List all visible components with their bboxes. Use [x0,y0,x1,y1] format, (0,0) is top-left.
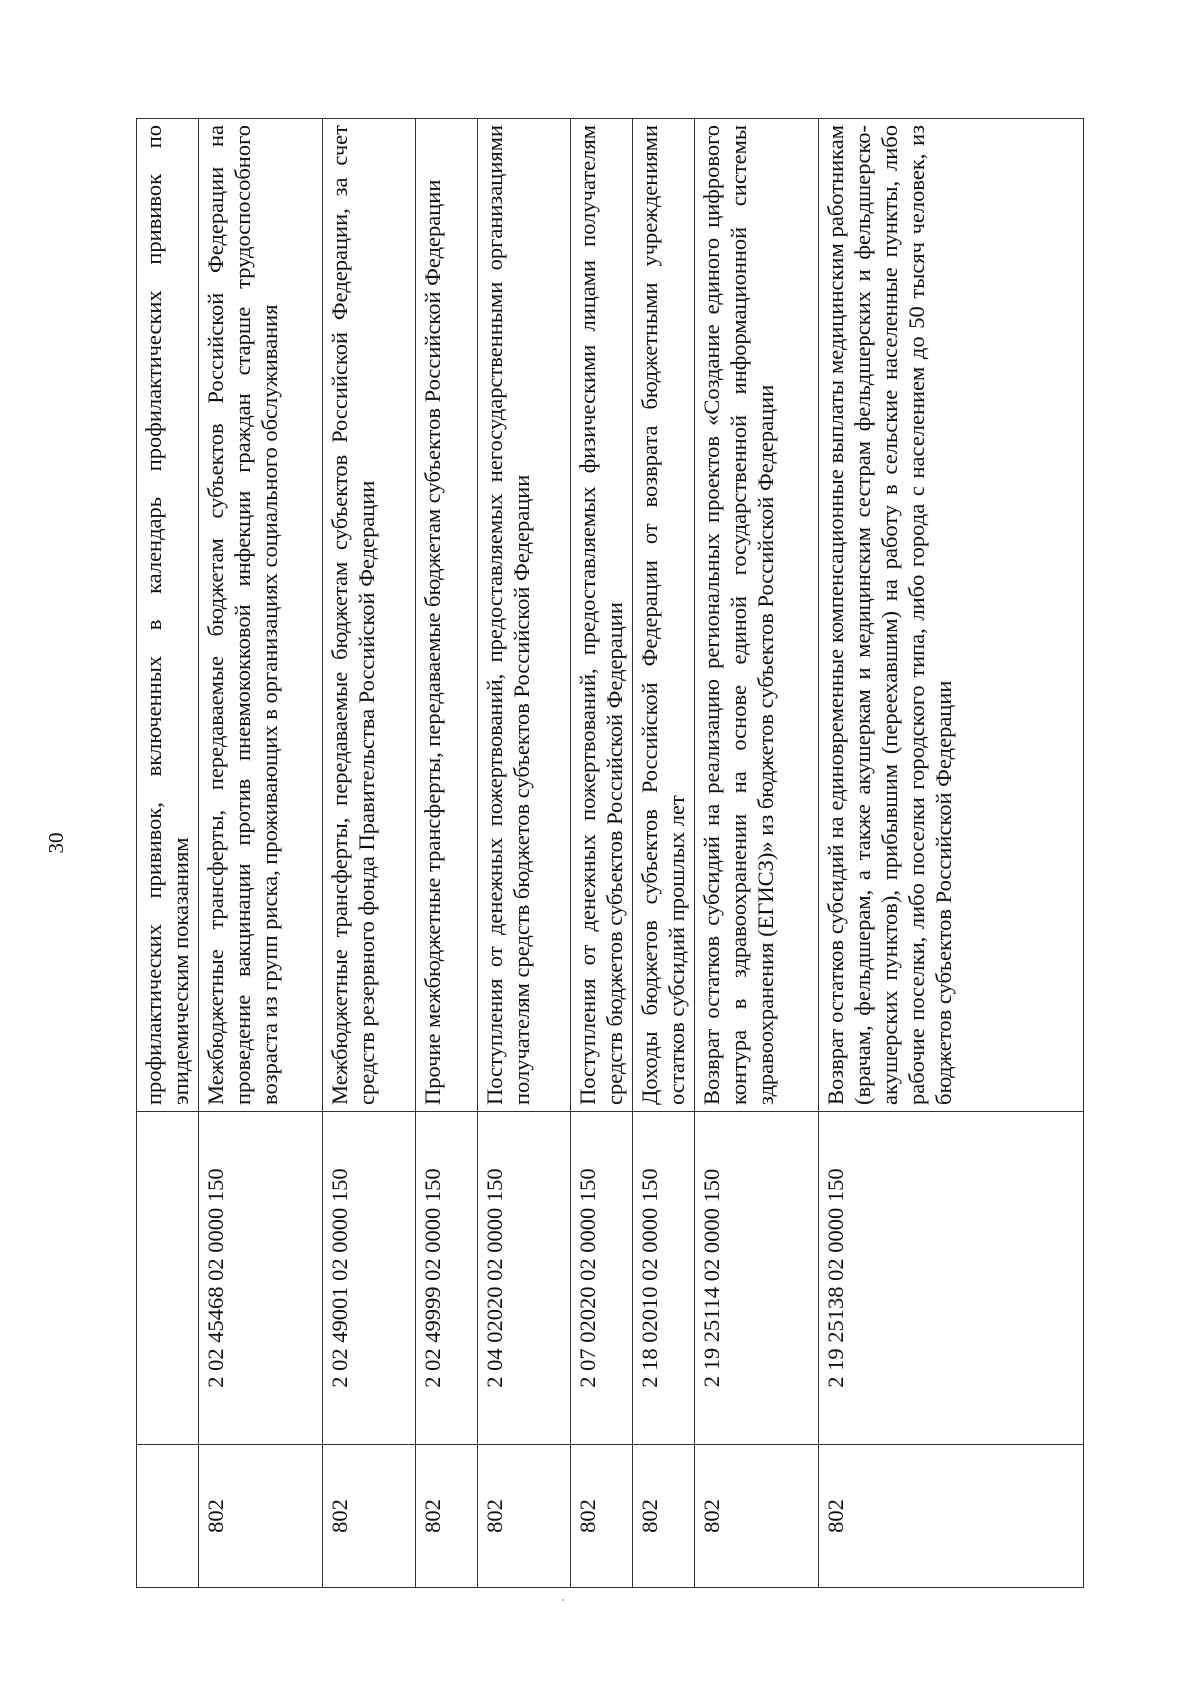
revenue-name-cell: Поступления от денежных пожертвований, предоставляемых негосударственными организациями получателям средств бюджетов субъектов Российской Федерации [478,119,571,1112]
admin-code-cell [137,1445,199,1588]
kbk-code-cell: 2 19 25138 02 0000 150 [819,1112,1084,1445]
table-row [199,119,323,1588]
admin-code-cell: 802 [478,1445,571,1588]
kbk-code-cell: 2 02 45468 02 0000 150 [199,1112,323,1445]
kbk-code-cell: 2 19 25114 02 0000 150 [695,1112,819,1445]
table-row [819,119,1084,1588]
revenue-name-cell: Межбюджетные трансферты, передаваемые бюджетам субъектов Российской Федерации на проведение вакцинации против пневмококковой инфекции граждан старше трудоспособного возраста из групп риска, проживающих в организациях социального обслуживания [199,119,323,1112]
revenue-name-cell: Возврат остатков субсидий на единовременные компенсационные выплаты медицинским работникам (врачам, фельдшерам, а также акушеркам и медицинским сестрам фельдшерских и фельдшерско-акушерских пунктов), прибывшим (переехавшим) на работу в сельские населенные пункты, либо рабочие поселки, либо поселки городского типа, либо города с населением до 50 тысяч человек, из бюджетов субъектов Российской Федерации [819,119,1084,1112]
revenue-name-cell: Прочие межбюджетные трансферты, передаваемые бюджетам субъектов Российской Федерации [416,119,478,1112]
revenue-name-cell: профилактических прививок, включенных в календарь профилактических прививок по эпидемическим показаниям [137,119,199,1112]
table-row [323,119,416,1588]
kbk-code-cell: 2 07 02020 02 0000 150 [571,1112,633,1445]
table-body [137,119,1084,1588]
kbk-code-cell: 2 02 49999 02 0000 150 [416,1112,478,1445]
table-row [695,119,819,1588]
kbk-code-cell: 2 02 49001 02 0000 150 [323,1112,416,1445]
table-row [416,119,478,1588]
page-number: 30 [44,832,68,854]
rotated-table-container [136,118,1084,1588]
revenue-name-cell: Поступления от денежных пожертвований, предоставляемых физическими лицами получателям средств бюджетов субъектов Российской Федерации [571,119,633,1112]
revenue-name-cell: Межбюджетные трансферты, передаваемые бюджетам субъектов Российской Федерации, за счет средств резервного фонда Правительства Российской Федерации [323,119,416,1112]
admin-code-cell: 802 [323,1445,416,1588]
kbk-code-cell [137,1112,199,1445]
kbk-code-cell: 2 18 02010 02 0000 150 [633,1112,695,1445]
admin-code-cell: 802 [695,1445,819,1588]
kbk-code-cell: 2 04 02020 02 0000 150 [478,1112,571,1445]
revenue-name-cell: Доходы бюджетов субъектов Российской Федерации от возврата бюджетными учреждениями остатков субсидий прошлых лет [633,119,695,1112]
revenue-name-cell: Возврат остатков субсидий на реализацию региональных проектов «Создание единого цифрового контура в здравоохранении на основе единой государственной информационной системы здравоохранения (ЕГИСЗ)» из бюджетов субъектов Российской Федерации [695,119,819,1112]
scan-artifact [562,1599,564,1601]
admin-code-cell: 802 [571,1445,633,1588]
budget-revenue-table [136,118,1084,1588]
table-row [137,119,199,1588]
admin-code-cell: 802 [199,1445,323,1588]
table-row [633,119,695,1588]
admin-code-cell: 802 [633,1445,695,1588]
table-row [478,119,571,1588]
table-row [571,119,633,1588]
admin-code-cell: 802 [819,1445,1084,1588]
admin-code-cell: 802 [416,1445,478,1588]
